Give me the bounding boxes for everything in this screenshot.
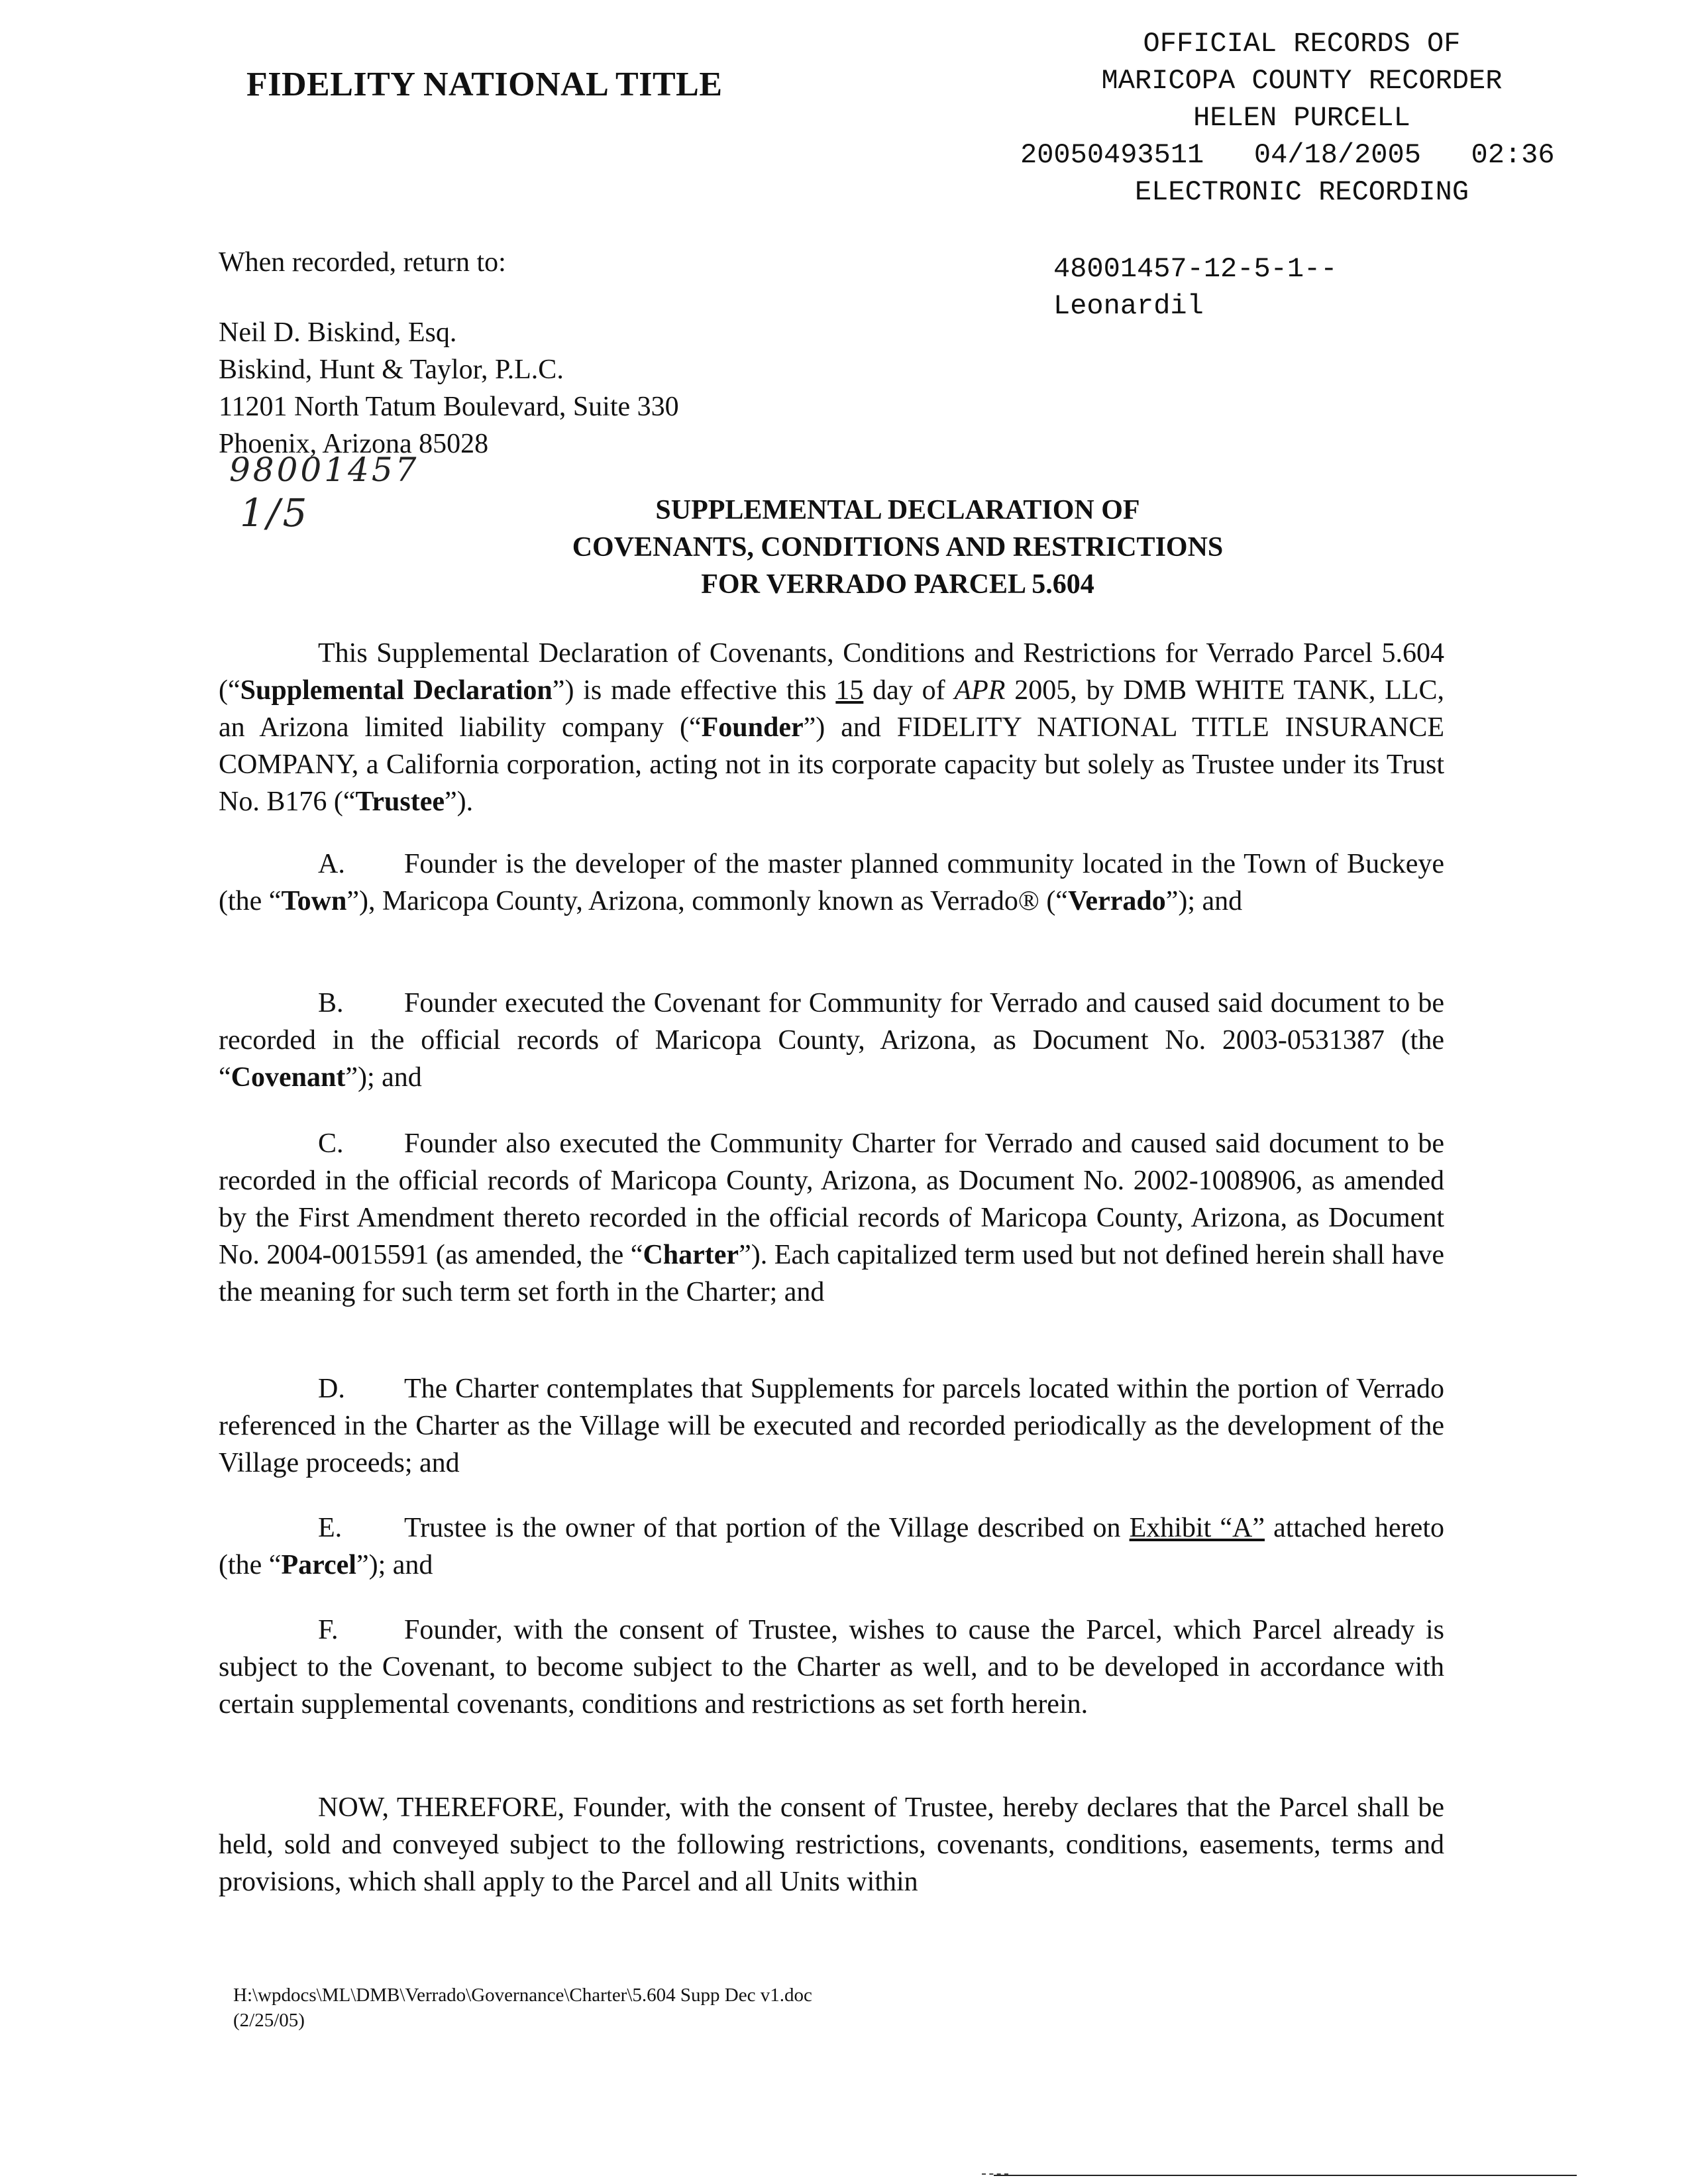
recording-type: ELECTRONIC RECORDING — [1134, 176, 1469, 208]
handwritten-mark: 1/5 — [240, 490, 310, 535]
file-path: H:\wpdocs\ML\DMB\Verrado\Governance\Charter\5.604 Supp Dec v1.doc — [233, 1985, 812, 2006]
term-founder: Founder — [701, 712, 804, 743]
exhibit-a-reference: Exhibit “A” — [1129, 1513, 1265, 1543]
recital-label: B. — [318, 988, 344, 1018]
term-verrado: Verrado — [1067, 886, 1166, 916]
recorder-line: MARICOPA COUNTY RECORDER — [1101, 65, 1503, 97]
now-therefore-paragraph: NOW, THEREFORE, Founder, with the consent of Trustee, hereby declares that the Parcel shall be held, sold and conveyed subject to the following restrictions, covenants, conditions, easements, terms and provisions, which shall apply to the Parcel and all Units within — [219, 1792, 1444, 1897]
tracking-code: 48001457-12-5-1-- — [1053, 253, 1338, 285]
recital-label: E. — [318, 1513, 343, 1543]
tracking-name: Leonardil — [1053, 290, 1204, 322]
term-town: Town — [281, 886, 347, 916]
recital-c: C. Founder also executed the Community Charter for Verrado and caused said document to be recorded in the official records of Maricopa County, Arizona, as Document No. 2002-1008906, as amended by the First Amendment thereto recorded in the official records of Maricopa County, Arizona, as Document No. 2004-0015591 (as amended, the “Charter”). Each capitalized term used but not defined herein shall have the meaning for such term set forth in the Charter; and — [219, 1125, 1444, 1311]
recital-d: D. The Charter contemplates that Supplements for parcels located within the portion of Verrado referenced in the Charter as the Village will be executed and recorded periodically as the development of the Village proceeds; and — [219, 1370, 1444, 1482]
title-line: COVENANTS, CONDITIONS AND RESTRICTIONS — [572, 532, 1224, 563]
term-covenant: Covenant — [231, 1062, 346, 1093]
address-line: Phoenix, Arizona 85028 — [219, 429, 489, 459]
handwritten-number: 98001457 — [229, 451, 419, 489]
recording-time: 02:36 — [1471, 139, 1555, 171]
signature-rule — [994, 2175, 1577, 2176]
return-address — [219, 314, 679, 463]
address-line: Biskind, Hunt & Taylor, P.L.C. — [219, 355, 564, 385]
term-supplemental-declaration: Supplemental Declaration — [240, 675, 553, 706]
recording-info-line — [1020, 136, 1636, 174]
address-line: Neil D. Biskind, Esq. — [219, 317, 457, 348]
recital-e: E. Trustee is the owner of that portion of the Village described on Exhibit “A” attached hereto (the “Parcel”); and — [219, 1509, 1444, 1584]
address-line: 11201 North Tatum Boulevard, Suite 330 — [219, 392, 679, 422]
document-title — [411, 492, 1385, 603]
footer — [233, 1983, 812, 2033]
handwritten-month: APR — [954, 675, 1006, 706]
recital-label: A. — [318, 849, 345, 879]
recital-b: B. Founder executed the Covenant for Community for Verrado and caused said document to be recorded in the official records of Maricopa County, Arizona, as Document No. 2003-0531387 (the “Covenant”); and — [219, 985, 1444, 1096]
recording-date: 04/18/2005 — [1253, 139, 1421, 171]
recorder-line: HELEN PURCELL — [1193, 102, 1410, 134]
term-charter: Charter — [643, 1240, 739, 1270]
term-parcel: Parcel — [281, 1550, 356, 1580]
title-line: FOR VERRADO PARCEL 5.604 — [701, 569, 1094, 600]
tracking-block — [1053, 250, 1337, 325]
recording-number: 20050493511 — [1020, 139, 1204, 171]
recital-label: D. — [318, 1374, 345, 1404]
draft-date: (2/25/05) — [233, 2010, 305, 2031]
recorder-line: OFFICIAL RECORDS OF — [1143, 28, 1461, 60]
company-name: FIDELITY NATIONAL TITLE — [246, 66, 723, 103]
return-to-label: When recorded, return to: — [219, 247, 506, 278]
term-trustee: Trustee — [355, 787, 445, 817]
recording-stamp — [1020, 25, 1636, 211]
recital-label: C. — [318, 1128, 344, 1159]
title-line: SUPPLEMENTAL DECLARATION OF — [655, 495, 1140, 525]
recital-f: F. Founder, with the consent of Trustee, wishes to cause the Parcel, which Parcel already is subject to the Covenant, to become subject to the Charter as well, and to be developed in accordance with certain supplemental covenants, conditions and restrictions as set forth herein. — [219, 1611, 1444, 1723]
handwritten-day: 15 — [835, 675, 864, 706]
intro-paragraph: This Supplemental Declaration of Covenants, Conditions and Restrictions for Verrado Parcel 5.604 (“Supplemental Declaration”) is made effective this 15 day of APR 2005, by DMB WHITE TANK, LLC, an Arizona limited liability company (“Founder”) and FIDELITY NATIONAL TITLE INSURANCE COMPANY, a California corporation, acting not in its corporate capacity but solely as Trustee under its Trust No. B176 (“Trustee”). — [219, 638, 1444, 817]
recital-label: F. — [318, 1615, 339, 1645]
recital-a: A. Founder is the developer of the master planned community located in the Town of Buckeye (the “Town”), Maricopa County, Arizona, commonly known as Verrado® (“Verrado”); and — [219, 846, 1444, 920]
